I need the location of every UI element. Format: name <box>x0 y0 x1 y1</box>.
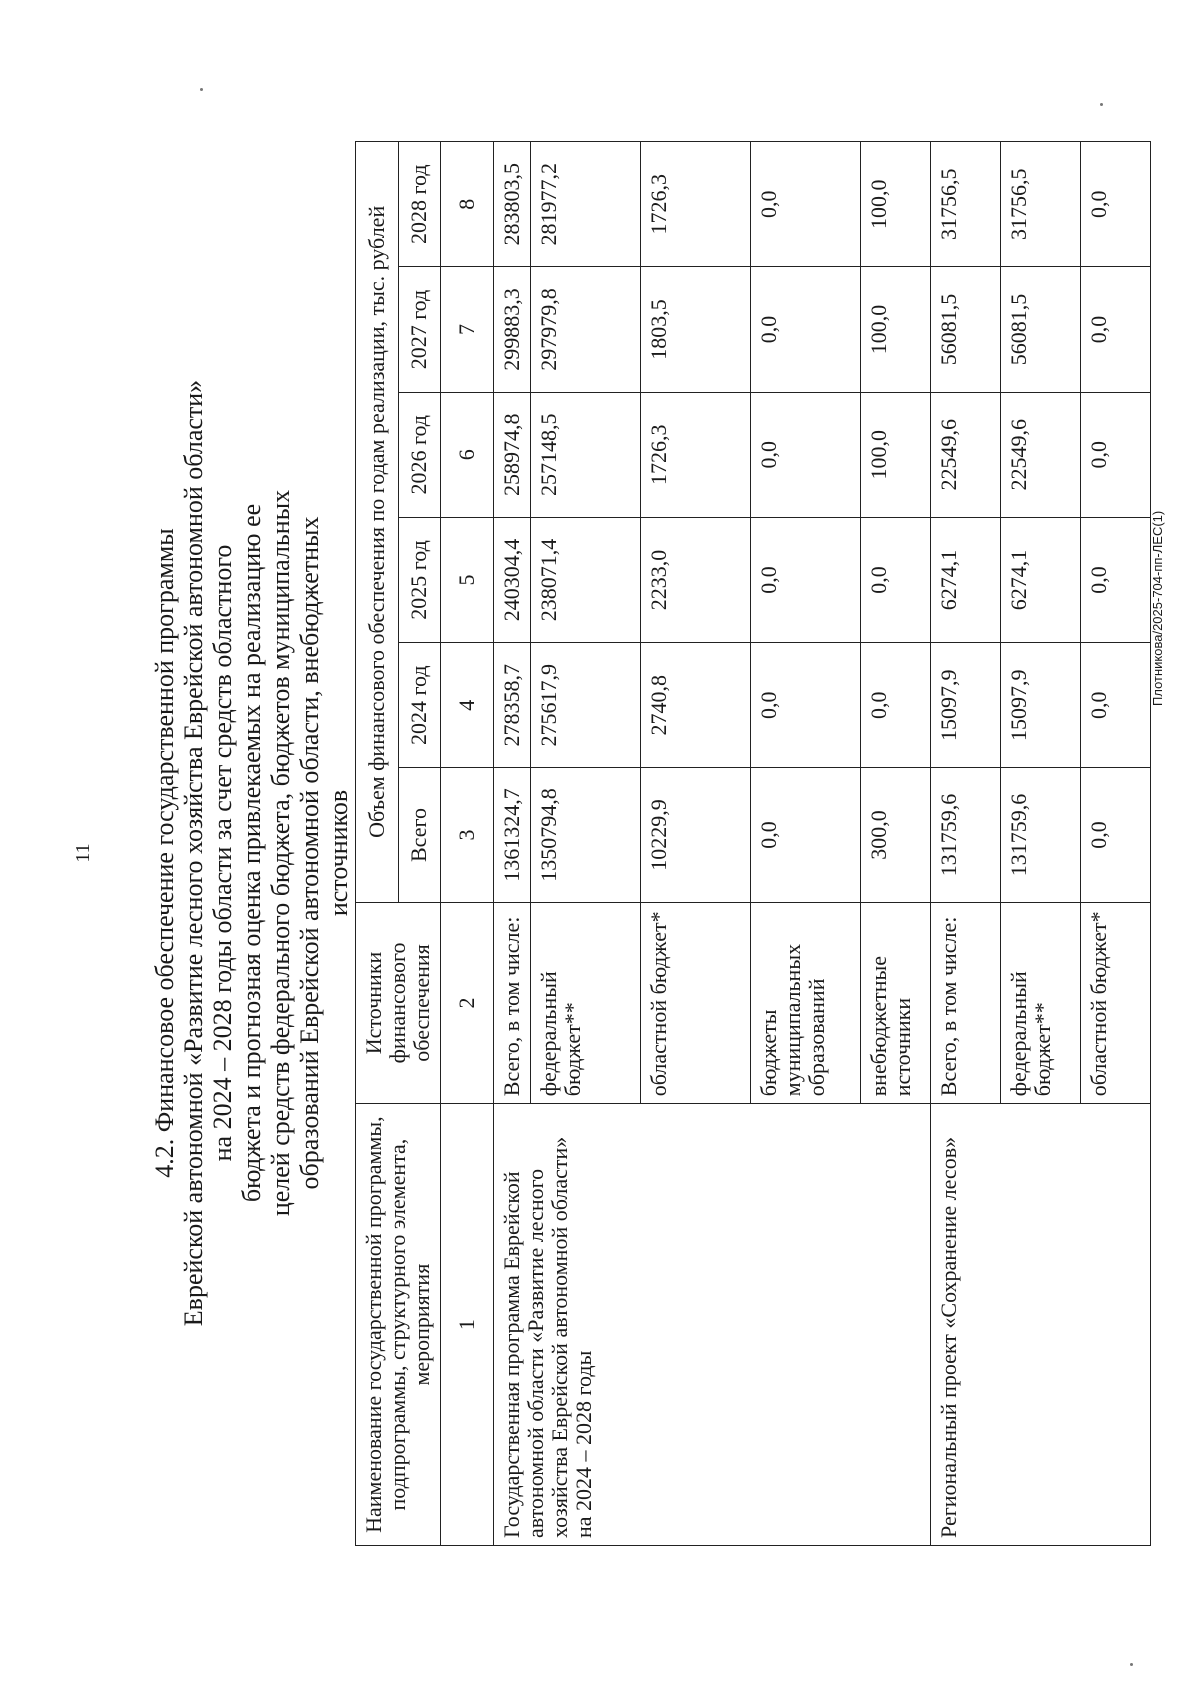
value-cell: 0,0 <box>1081 517 1151 642</box>
value-cell: 281977,2 <box>531 142 641 267</box>
value-cell: 278358,7 <box>494 643 531 768</box>
value-cell: 0,0 <box>751 392 861 517</box>
value-cell: 31756,5 <box>1001 142 1081 267</box>
value-cell: 15097,9 <box>931 643 1001 768</box>
value-cell: 131759,6 <box>1001 768 1081 902</box>
header-source-column: Источники финансового обеспечения <box>356 902 441 1104</box>
value-cell: 0,0 <box>751 643 861 768</box>
value-cell: 258974,8 <box>494 392 531 517</box>
source-cell: бюджеты муниципальных образований <box>751 902 861 1104</box>
value-cell: 2740,8 <box>641 643 751 768</box>
scan-speck <box>1130 1663 1133 1666</box>
value-cell: 56081,5 <box>1001 267 1081 392</box>
table-row <box>931 142 1001 1546</box>
value-cell: 0,0 <box>861 643 931 768</box>
value-cell: 100,0 <box>861 392 931 517</box>
document-code: Плотникова/2025-704-пп-ЛЕС(1) <box>1150 510 1165 706</box>
value-cell: 300,0 <box>861 768 931 902</box>
column-index-row <box>441 142 494 1546</box>
source-cell: Всего, в том числе: <box>931 902 1001 1104</box>
heading-line: бюджета и прогнозная оценка привлекаемых на реализацию ее <box>237 503 266 1203</box>
header-volume-group: Объем финансового обеспечения по годам реализации, тыс. рублей <box>356 142 399 903</box>
value-cell: 257148,5 <box>531 392 641 517</box>
value-cell: 240304,4 <box>494 517 531 642</box>
value-cell: 2233,0 <box>641 517 751 642</box>
column-index: 8 <box>441 142 494 267</box>
value-cell: 0,0 <box>1081 643 1151 768</box>
value-cell: 0,0 <box>751 142 861 267</box>
value-cell: 0,0 <box>1081 768 1151 902</box>
header-year: 2028 год <box>398 142 441 267</box>
value-cell: 0,0 <box>1081 267 1151 392</box>
value-cell: 1726,3 <box>641 392 751 517</box>
value-cell: 31756,5 <box>931 142 1001 267</box>
heading-line: целей средств федерального бюджета, бюджетов муниципальных <box>266 489 295 1217</box>
section-heading <box>150 330 353 1376</box>
heading-line: 4.2. Финансовое обеспечение государственной программы <box>150 528 179 1178</box>
header-total: Всего <box>398 768 441 902</box>
source-cell: федеральный бюджет** <box>531 902 641 1104</box>
program-name: Региональный проект «Сохранение лесов» <box>931 1104 1151 1546</box>
value-cell: 56081,5 <box>931 267 1001 392</box>
value-cell: 275617,9 <box>531 643 641 768</box>
source-cell: областной бюджет* <box>641 902 751 1104</box>
value-cell: 0,0 <box>1081 142 1151 267</box>
column-index: 1 <box>441 1104 494 1546</box>
value-cell: 1803,5 <box>641 267 751 392</box>
value-cell: 0,0 <box>751 768 861 902</box>
value-cell: 297979,8 <box>531 267 641 392</box>
value-cell: 22549,6 <box>1001 392 1081 517</box>
value-cell: 22549,6 <box>931 392 1001 517</box>
column-index: 5 <box>441 517 494 642</box>
value-cell: 131759,6 <box>931 768 1001 902</box>
column-index: 7 <box>441 267 494 392</box>
value-cell: 100,0 <box>861 142 931 267</box>
value-cell: 0,0 <box>751 267 861 392</box>
source-cell: областной бюджет* <box>1081 902 1151 1104</box>
header-year: 2027 год <box>398 267 441 392</box>
value-cell: 6274,1 <box>1001 517 1081 642</box>
value-cell: 100,0 <box>861 267 931 392</box>
heading-line: Еврейской автономной «Развитие лесного хозяйства Еврейской автономной области» <box>179 379 208 1327</box>
heading-line: на 2024 – 2028 годы области за счет средств областного <box>208 544 237 1162</box>
source-cell: внебюджетные источники <box>861 902 931 1104</box>
value-cell: 283803,5 <box>494 142 531 267</box>
financing-table <box>355 141 1151 1546</box>
value-cell: 238071,4 <box>531 517 641 642</box>
source-cell: Всего, в том числе: <box>494 902 531 1104</box>
table-row <box>494 142 531 1546</box>
value-cell: 0,0 <box>1081 392 1151 517</box>
value-cell: 0,0 <box>861 517 931 642</box>
value-cell: 6274,1 <box>931 517 1001 642</box>
value-cell: 1726,3 <box>641 142 751 267</box>
heading-line: источников <box>324 789 353 917</box>
value-cell: 15097,9 <box>1001 643 1081 768</box>
header-name-column: Наименование государственной программы, подпрограммы, структурного элемента, мероприятия <box>356 1104 441 1546</box>
header-year: 2024 год <box>398 643 441 768</box>
value-cell: 1350794,8 <box>531 768 641 902</box>
header-year: 2025 год <box>398 517 441 642</box>
value-cell: 299883,3 <box>494 267 531 392</box>
column-index: 6 <box>441 392 494 517</box>
scan-speck <box>200 88 203 91</box>
column-index: 4 <box>441 643 494 768</box>
program-name: Государственная программа Еврейской автономной области «Развитие лесного хозяйства Еврейской автономной области» на 2024 – 2028 годы <box>494 1104 931 1546</box>
heading-line: образований Еврейской автономной области, внебюджетных <box>295 516 324 1190</box>
value-cell: 0,0 <box>751 517 861 642</box>
page-number: 11 <box>72 843 94 863</box>
scan-speck <box>1100 103 1103 106</box>
value-cell: 10229,9 <box>641 768 751 902</box>
source-cell: федеральный бюджет** <box>1001 902 1081 1104</box>
header-year: 2026 год <box>398 392 441 517</box>
value-cell: 1361324,7 <box>494 768 531 902</box>
column-index: 2 <box>441 902 494 1104</box>
column-index: 3 <box>441 768 494 902</box>
